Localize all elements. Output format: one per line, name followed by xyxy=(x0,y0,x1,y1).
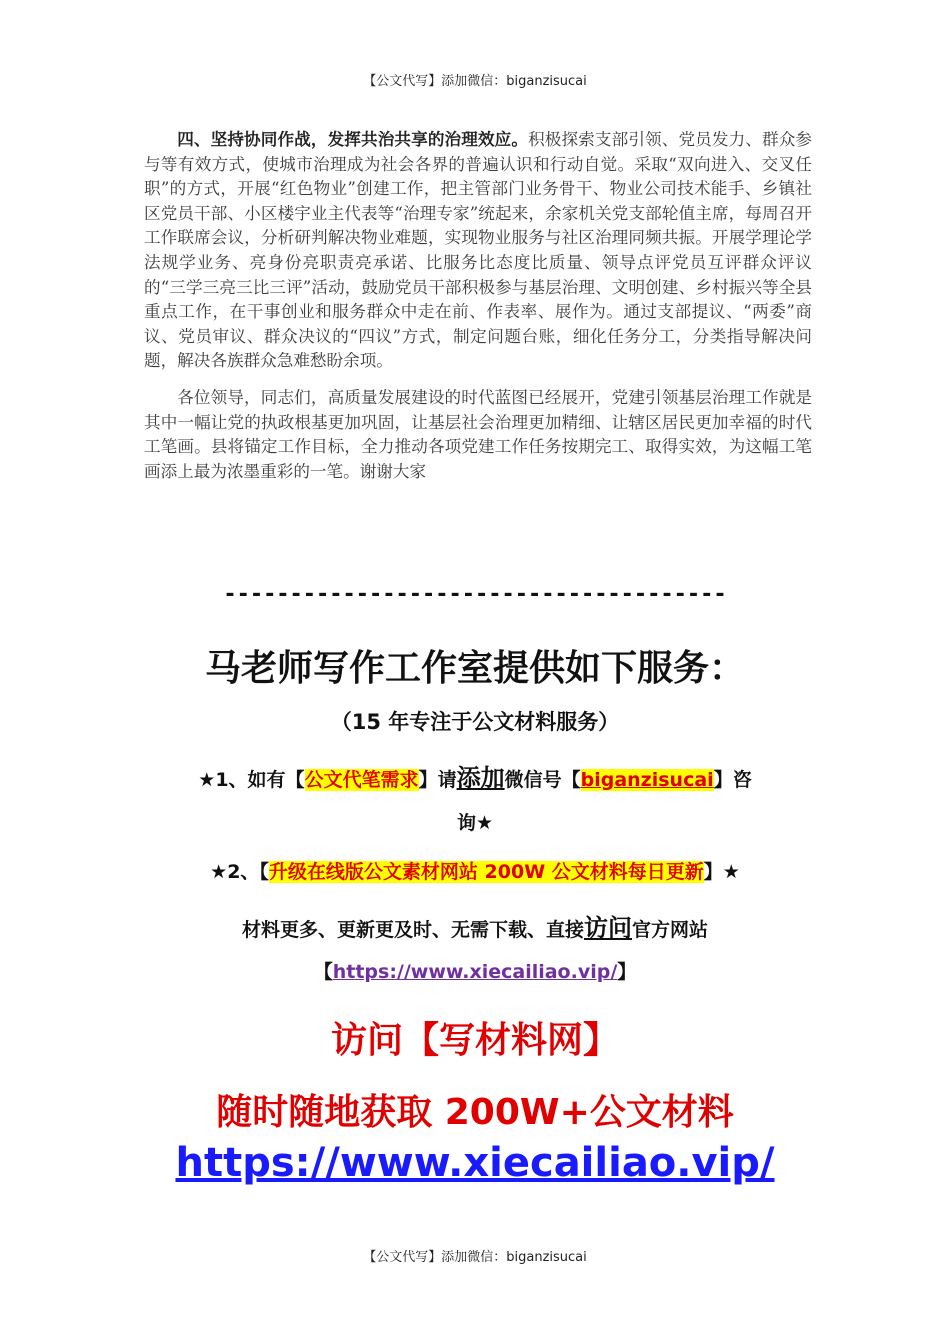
anytime-headline: 随时随地获取 200W+公文材料 xyxy=(216,1092,734,1133)
section-divider: -------------------------------------- xyxy=(223,582,727,607)
years-subtitle: （15 年专注于公文材料服务） xyxy=(330,710,620,734)
visit-emphasis: 访问 xyxy=(584,914,632,942)
document-body xyxy=(144,127,812,496)
wechat-id-link[interactable]: biganzisucai xyxy=(580,769,714,791)
service-2-highlight: 升级在线版公文素材网站 200W 公文材料每日更新 xyxy=(268,861,704,883)
service-2-url-line: 【https://www.xiecailiao.vip/】 xyxy=(313,961,637,983)
page-footer: 【公文代写】添加微信：biganzisucai xyxy=(363,1250,587,1265)
service-1-highlight: 公文代笔需求 xyxy=(304,769,419,791)
service-1-line-2: 询★ xyxy=(456,812,494,834)
big-website-link[interactable]: https://www.xiecailiao.vip/ xyxy=(175,1140,775,1186)
visit-site-headline: 访问【写材料网】 xyxy=(330,1020,619,1061)
paragraph-1-text: 积极探索支部引领、党员发力、群众参与等有效方式，使城市治理成为社会各界的普遍认识和行动自觉。采取“双向进入、交叉任职”的方式，开展“红色物业”创建工作，把主管部门业务骨干、物业公司技术能手、乡镇社区党员干部、小区楼宇业主代表等“治理专家”统起来，余家机关党支部轮值主席，每周召开工作联席会议，分析研判解决物业难题，实现物业服务与社区治理同频共振。开展学理论学法规学业务、亮身份亮职责亮承诺、比服务比态度比质量、领导点评党员互评群众评议的“三学三亮三比三评”活动，鼓励党员干部积极参与基层治理、文明创建、乡村振兴等全县重点工作，在干事创业和服务群众中走在前、作表率、展作为。通过支部提议、“两委”商议、党员审议、群众决议的“四议”方式，制定问题台账，细化任务分工，分类指导解决问题，解决各族群众急难愁盼余项。 xyxy=(144,130,813,371)
website-link[interactable]: https://www.xiecailiao.vip/ xyxy=(332,961,618,983)
page-header: 【公文代写】添加微信：biganzisucai xyxy=(363,74,587,89)
paragraph-1-heading: 四、坚持协同作战，发挥共治共享的治理效应。 xyxy=(177,129,529,149)
service-2-line-2: 材料更多、更新更及时、无需下载、直接访问官方网站 xyxy=(241,914,709,942)
service-2-line: ★2、【升级在线版公文素材网站 200W 公文材料每日更新】★ xyxy=(210,861,740,883)
paragraph-2: 各位领导，同志们，高质量发展建设的时代蓝图已经展开，党建引领基层治理工作就是其中一幅让党的执政根基更加巩固，让基层社会治理更加精细、让辖区居民更加幸福的时代工笔画。县将锚定工作目标，全力推动各项党建工作任务按期完工、取得实效，为这幅工笔画添上最为浓墨重彩的一笔。谢谢大家 xyxy=(144,387,812,481)
paragraph-1 xyxy=(144,127,812,374)
service-1-line: ★1、如有【公文代笔需求】请添加微信号【biganzisucai】咨 xyxy=(198,764,752,792)
add-emphasis: 添加 xyxy=(456,764,505,792)
studio-title: 马老师写作工作室提供如下服务： xyxy=(204,648,745,689)
